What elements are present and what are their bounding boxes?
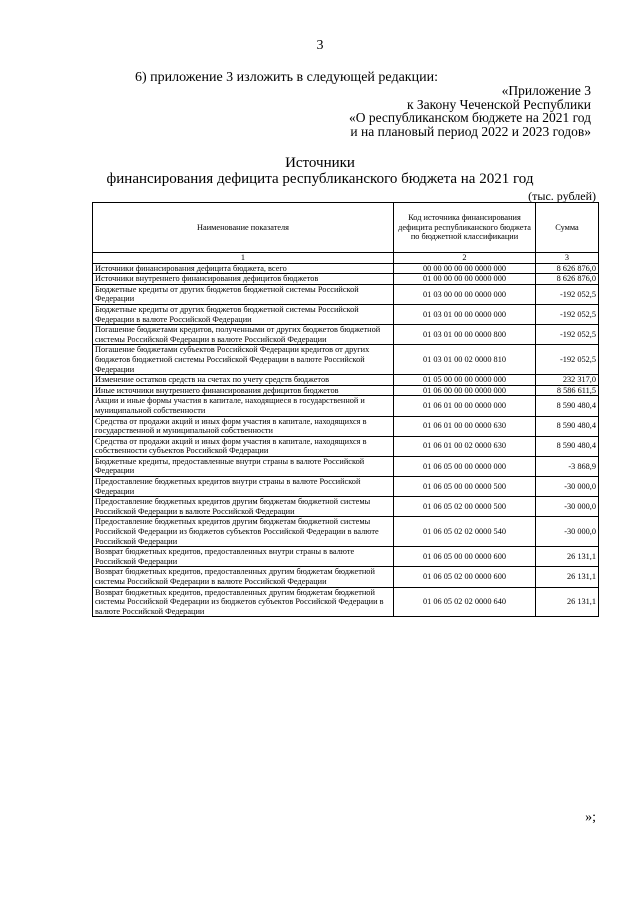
document-title-line: Источники xyxy=(285,155,355,171)
table-row xyxy=(93,497,599,517)
financing-sources-table xyxy=(92,202,599,617)
units-label: (тыс. рублей) xyxy=(528,189,596,203)
row-name-cell: Возврат бюджетных кредитов, предоставленных внутри страны в валюте Российской Федерации xyxy=(93,547,394,567)
row-name-cell: Бюджетные кредиты от других бюджетов бюджетной системы Российской Федерации xyxy=(93,284,394,304)
header-sum: Сумма xyxy=(536,203,599,253)
row-name-cell: Изменение остатков средств на счетах по учету средств бюджетов xyxy=(93,375,394,386)
row-sum-cell: 8 626 876,0 xyxy=(536,263,599,274)
table-row xyxy=(93,456,599,476)
table-row xyxy=(93,263,599,274)
row-code-cell: 01 06 05 02 02 0000 640 xyxy=(394,587,536,617)
row-code-cell: 01 06 05 00 00 0000 000 xyxy=(394,456,536,476)
row-name-cell: Предоставление бюджетных кредитов внутри страны в валюте Российской Федерации xyxy=(93,477,394,497)
row-code-cell: 01 06 05 02 00 0000 500 xyxy=(394,497,536,517)
table-row xyxy=(93,375,599,386)
row-sum-cell: -192 052,5 xyxy=(536,345,599,375)
row-sum-cell: 26 131,1 xyxy=(536,587,599,617)
document-title-line: финансирования дефицита республиканского бюджета на 2021 год xyxy=(106,171,534,187)
table-body xyxy=(93,263,599,617)
row-sum-cell: 232 317,0 xyxy=(536,375,599,386)
row-code-cell: 01 06 05 00 00 0000 600 xyxy=(394,547,536,567)
table-row xyxy=(93,477,599,497)
header-code: Код источника финансирования дефицита республиканского бюджета по бюджетной классификации xyxy=(394,203,536,253)
row-code-cell: 00 00 00 00 00 0000 000 xyxy=(394,263,536,274)
amendment-intro: 6) приложение 3 изложить в следующей редакции: xyxy=(135,70,438,85)
row-code-cell: 01 00 00 00 00 0000 000 xyxy=(394,274,536,285)
row-code-cell: 01 03 00 00 00 0000 000 xyxy=(394,284,536,304)
table-row xyxy=(93,284,599,304)
row-code-cell: 01 06 01 00 02 0000 630 xyxy=(394,436,536,456)
row-code-cell: 01 06 05 02 02 0000 540 xyxy=(394,517,536,547)
row-sum-cell: -30 000,0 xyxy=(536,477,599,497)
closing-quote: »; xyxy=(585,810,596,825)
row-sum-cell: -192 052,5 xyxy=(536,325,599,345)
table-row xyxy=(93,274,599,285)
row-code-cell: 01 06 05 00 00 0000 500 xyxy=(394,477,536,497)
row-sum-cell: 8 590 480,4 xyxy=(536,416,599,436)
row-sum-cell: -192 052,5 xyxy=(536,304,599,324)
row-code-cell: 01 06 00 00 00 0000 000 xyxy=(394,385,536,396)
row-code-cell: 01 06 01 00 00 0000 000 xyxy=(394,396,536,416)
row-code-cell: 01 03 01 00 00 0000 000 xyxy=(394,304,536,324)
row-name-cell: Бюджетные кредиты, предоставленные внутри страны в валюте Российской Федерации xyxy=(93,456,394,476)
row-name-cell: Возврат бюджетных кредитов, предоставленных другим бюджетам бюджетной системы Российской Федерации в валюте Российской Федерации xyxy=(93,567,394,587)
table-row xyxy=(93,304,599,324)
row-code-cell: 01 06 01 00 00 0000 630 xyxy=(394,416,536,436)
table-row xyxy=(93,385,599,396)
row-name-cell: Источники финансирования дефицита бюджета, всего xyxy=(93,263,394,274)
row-name-cell: Иные источники внутреннего финансирования дефицитов бюджетов xyxy=(93,385,394,396)
row-name-cell: Погашение бюджетами субъектов Российской Федерации кредитов от других бюджетов бюджетной системы Российской Федерации в валюте Российской Федерации xyxy=(93,345,394,375)
row-name-cell: Предоставление бюджетных кредитов другим бюджетам бюджетной системы Российской Федерации в валюте Российской Федерации xyxy=(93,497,394,517)
row-name-cell: Погашение бюджетами кредитов, полученными от других бюджетов бюджетной системы Российской Федерации в валюте Российской Федерации xyxy=(93,325,394,345)
row-code-cell: 01 05 00 00 00 0000 000 xyxy=(394,375,536,386)
table-row xyxy=(93,517,599,547)
row-name-cell: Возврат бюджетных кредитов, предоставленных другим бюджетам бюджетной системы Российской Федерации из бюджетов субъектов Российской Федерации в валюте Российской Федерации xyxy=(93,587,394,617)
table-row xyxy=(93,416,599,436)
row-code-cell: 01 03 01 00 02 0000 810 xyxy=(394,345,536,375)
header-name: Наименование показателя xyxy=(93,203,394,253)
column-number-row xyxy=(93,253,599,264)
page-number: 3 xyxy=(316,38,324,53)
row-sum-cell: 8 590 480,4 xyxy=(536,396,599,416)
row-sum-cell: -30 000,0 xyxy=(536,517,599,547)
row-name-cell: Источники внутреннего финансирования дефицитов бюджетов xyxy=(93,274,394,285)
row-sum-cell: 26 131,1 xyxy=(536,547,599,567)
table-row xyxy=(93,436,599,456)
appendix-heading-line: к Закону Чеченской Республики xyxy=(406,96,591,112)
document-title xyxy=(0,155,640,187)
table-row xyxy=(93,587,599,617)
row-name-cell: Средства от продажи акций и иных форм участия в капитале, находящихся в государственной и муниципальной собственности xyxy=(93,416,394,436)
appendix-heading-line: «О республиканском бюджете на 2021 год xyxy=(348,110,591,125)
row-sum-cell: -192 052,5 xyxy=(536,284,599,304)
row-sum-cell: -3 868,9 xyxy=(536,456,599,476)
row-code-cell: 01 06 05 02 00 0000 600 xyxy=(394,567,536,587)
column-number: 2 xyxy=(394,253,536,264)
table-row xyxy=(93,345,599,375)
row-name-cell: Средства от продажи акций и иных форм участия в капитале, находящихся в собственности субъектов Российской Федерации xyxy=(93,436,394,456)
appendix-heading-line: и на плановый период 2022 и 2023 годов» xyxy=(350,123,591,139)
row-sum-cell: 8 590 480,4 xyxy=(536,436,599,456)
row-sum-cell: 8 586 611,5 xyxy=(536,385,599,396)
column-number: 3 xyxy=(536,253,599,264)
column-number: 1 xyxy=(93,253,394,264)
table-row xyxy=(93,396,599,416)
row-name-cell: Предоставление бюджетных кредитов другим бюджетам бюджетной системы Российской Федерации из бюджетов субъектов Российской Федерации в валюте Российской Федерации xyxy=(93,517,394,547)
table-row xyxy=(93,325,599,345)
row-sum-cell: -30 000,0 xyxy=(536,497,599,517)
row-name-cell: Акции и иные формы участия в капитале, находящиеся в государственной и муниципальной собственности xyxy=(93,396,394,416)
table-header-row xyxy=(93,203,599,253)
appendix-heading xyxy=(349,84,591,138)
appendix-heading-line: «Приложение 3 xyxy=(501,83,591,98)
table-row xyxy=(93,567,599,587)
row-code-cell: 01 03 01 00 00 0000 800 xyxy=(394,325,536,345)
table-row xyxy=(93,547,599,567)
row-name-cell: Бюджетные кредиты от других бюджетов бюджетной системы Российской Федерации в валюте Российской Федерации xyxy=(93,304,394,324)
row-sum-cell: 26 131,1 xyxy=(536,567,599,587)
row-sum-cell: 8 626 876,0 xyxy=(536,274,599,285)
